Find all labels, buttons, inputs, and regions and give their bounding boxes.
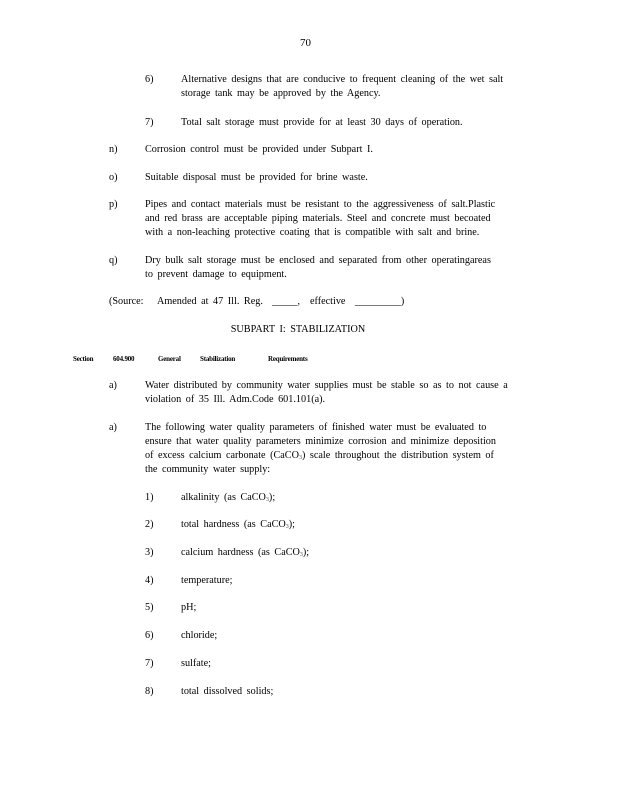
item-text-line: Suitable disposal must be provided for brine waste.	[145, 172, 368, 183]
text-fragment: );	[268, 492, 276, 503]
subscript: 3	[285, 524, 289, 530]
section-word: Section	[73, 355, 94, 363]
section-title-word: Requirements	[268, 355, 308, 363]
item-label: 6)	[145, 74, 154, 85]
item-text-line: Alternative designs that are conducive to frequent cleaning of the wet salt	[181, 74, 504, 85]
item-text-line: and red brass are acceptable piping materials. Steel and concrete must becoated	[145, 213, 491, 224]
param-text	[181, 546, 309, 562]
param-text: chloride;	[181, 630, 218, 641]
param-label: 4)	[145, 575, 154, 586]
subscript: 3	[298, 455, 302, 461]
source-blank-1: _____,	[272, 296, 301, 307]
source-amended: Amended at 47 Ill. Reg.	[157, 296, 263, 307]
param-text	[181, 518, 295, 534]
section-title-word: Stabilization	[200, 355, 236, 363]
subscript: 3	[265, 497, 269, 503]
item-text-line: the community water supply:	[145, 464, 271, 475]
param-text: total dissolved solids;	[181, 686, 274, 697]
text-fragment: );	[302, 547, 310, 558]
param-label: 8)	[145, 686, 154, 697]
param-label: 7)	[145, 658, 154, 669]
item-label: o)	[109, 172, 118, 183]
source-open: (Source:	[109, 296, 144, 307]
param-label: 3)	[145, 547, 154, 558]
item-label: n)	[109, 144, 118, 155]
param-label: 2)	[145, 519, 154, 530]
text-fragment: );	[288, 519, 295, 530]
page-number: 70	[300, 37, 311, 49]
item-text-line: Pipes and contact materials must be resistant to the aggressiveness of salt.Plastic	[145, 199, 496, 210]
param-text: sulfate;	[181, 658, 211, 669]
subscript: 3	[299, 552, 303, 558]
source-blank-2: _________)	[355, 296, 405, 307]
item-text-line: storage tank may be approved by the Agency.	[181, 88, 381, 99]
item-label: q)	[109, 255, 118, 266]
item-text-line: to prevent damage to equipment.	[145, 269, 287, 280]
param-text: pH;	[181, 602, 197, 613]
item-text-line: Total salt storage must provide for at least 30 days of operation.	[181, 117, 463, 128]
source-effective: effective	[310, 296, 346, 307]
section-title-word: General	[158, 355, 181, 363]
param-text	[181, 491, 275, 507]
item-label: 7)	[145, 117, 154, 128]
item-text-line: Dry bulk salt storage must be enclosed and separated from other operatingareas	[145, 255, 491, 266]
text-fragment: calcium hardness (as CaCO	[181, 547, 300, 558]
text-fragment: total hardness (as CaCO	[181, 519, 286, 530]
item-text-line: The following water quality parameters of finished water must be evaluated to	[145, 422, 487, 433]
subpart-heading: SUBPART I: STABILIZATION	[230, 324, 366, 335]
item-text-line: violation of 35 Ill. Adm.Code 601.101(a).	[145, 394, 326, 405]
param-label: 1)	[145, 492, 154, 503]
text-fragment: of excess calcium carbonate (CaCO	[145, 450, 299, 461]
item-text-line: with a non-leaching protective coating that is compatible with salt and brine.	[145, 227, 480, 238]
section-number: 604.900	[113, 355, 135, 363]
item-label: a)	[109, 422, 117, 433]
param-label: 6)	[145, 630, 154, 641]
item-label: a)	[109, 380, 117, 391]
text-fragment: alkalinity (as CaCO	[181, 492, 266, 503]
param-text: temperature;	[181, 575, 233, 586]
param-label: 5)	[145, 602, 154, 613]
text-fragment: ) scale throughout the distribution system of	[301, 450, 494, 461]
item-text-line: ensure that water quality parameters minimize corrosion and minimize deposition	[145, 436, 496, 447]
item-label: p)	[109, 199, 118, 210]
item-text-line: Water distributed by community water supplies must be stable so as to not cause a	[145, 380, 508, 391]
item-text-line: Corrosion control must be provided under Subpart I.	[145, 144, 373, 155]
